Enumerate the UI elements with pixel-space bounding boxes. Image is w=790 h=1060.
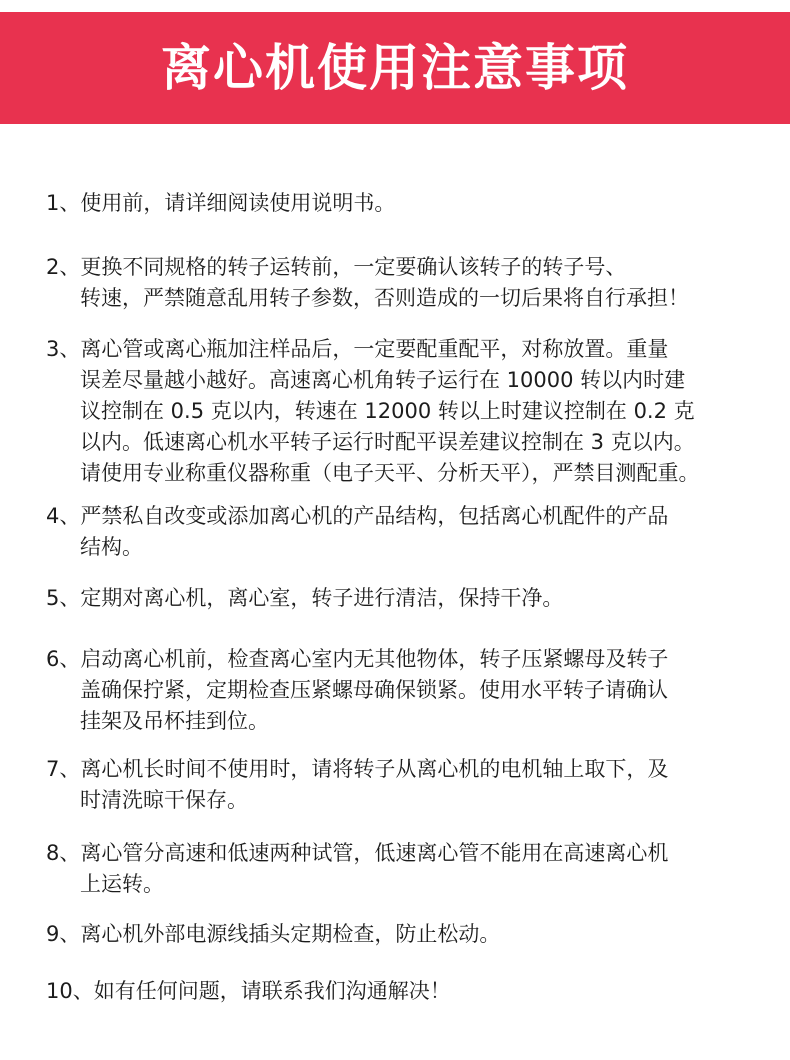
note-6-line-2: 盖确保拧紧，定期检查压紧螺母确保锁紧。使用水平转子请确认: [80, 678, 668, 702]
page-title: 离心机使用注意事项: [161, 39, 629, 97]
note-item-9: [46, 919, 776, 950]
note-5-line-1: 5、定期对离心机，离心室，转子进行清洁，保持干净。: [46, 586, 564, 610]
note-item-2: [46, 252, 776, 314]
note-item-8: [46, 838, 776, 900]
note-9-line-1: 9、离心机外部电源线插头定期检查，防止松动。: [46, 922, 501, 946]
note-1-line-1: 1、使用前，请详细阅读使用说明书。: [46, 191, 396, 215]
note-3-line-2: 误差尽量越小越好。高速离心机角转子运行在 10000 转以内时建: [80, 368, 686, 392]
note-item-4: [46, 501, 776, 563]
note-7-line-1: 7、离心机长时间不使用时，请将转子从离心机的电机轴上取下，及: [46, 757, 669, 781]
note-2-line-1: 2、更换不同规格的转子运转前，一定要确认该转子的转子号、: [46, 255, 627, 279]
note-item-7: [46, 754, 776, 816]
note-8-line-1: 8、离心管分高速和低速两种试管，低速离心管不能用在高速离心机: [46, 841, 669, 865]
note-8-line-2: 上运转。: [80, 872, 164, 896]
note-3-line-5: 请使用专业称重仪器称重（电子天平、分析天平），严禁目测配重。: [80, 461, 700, 485]
note-6-line-3: 挂架及吊杯挂到位。: [80, 709, 269, 733]
note-3-line-1: 3、离心管或离心瓶加注样品后，一定要配重配平，对称放置。重量: [46, 337, 669, 361]
note-4-line-2: 结构。: [80, 535, 143, 559]
title-banner: [0, 12, 790, 124]
note-3-line-3: 议控制在 0.5 克以内，转速在 12000 转以上时建议控制在 0.2 克: [80, 399, 695, 423]
note-6-line-1: 6、启动离心机前，检查离心室内无其他物体，转子压紧螺母及转子: [46, 647, 669, 671]
note-item-1: [46, 188, 776, 219]
note-item-10: [46, 976, 776, 1007]
note-2-line-2: 转速，严禁随意乱用转子参数，否则造成的一切后果将自行承担！: [80, 286, 689, 310]
note-10-line-1: 10、如有任何问题，请联系我们沟通解决！: [46, 979, 451, 1003]
note-3-line-4: 以内。低速离心机水平转子运行时配平误差建议控制在 3 克以内。: [80, 430, 695, 454]
note-item-3: [46, 334, 776, 489]
note-item-6: [46, 644, 776, 737]
note-item-5: [46, 583, 776, 614]
note-4-line-1: 4、严禁私自改变或添加离心机的产品结构，包括离心机配件的产品: [46, 504, 669, 528]
note-7-line-2: 时清洗晾干保存。: [80, 788, 248, 812]
